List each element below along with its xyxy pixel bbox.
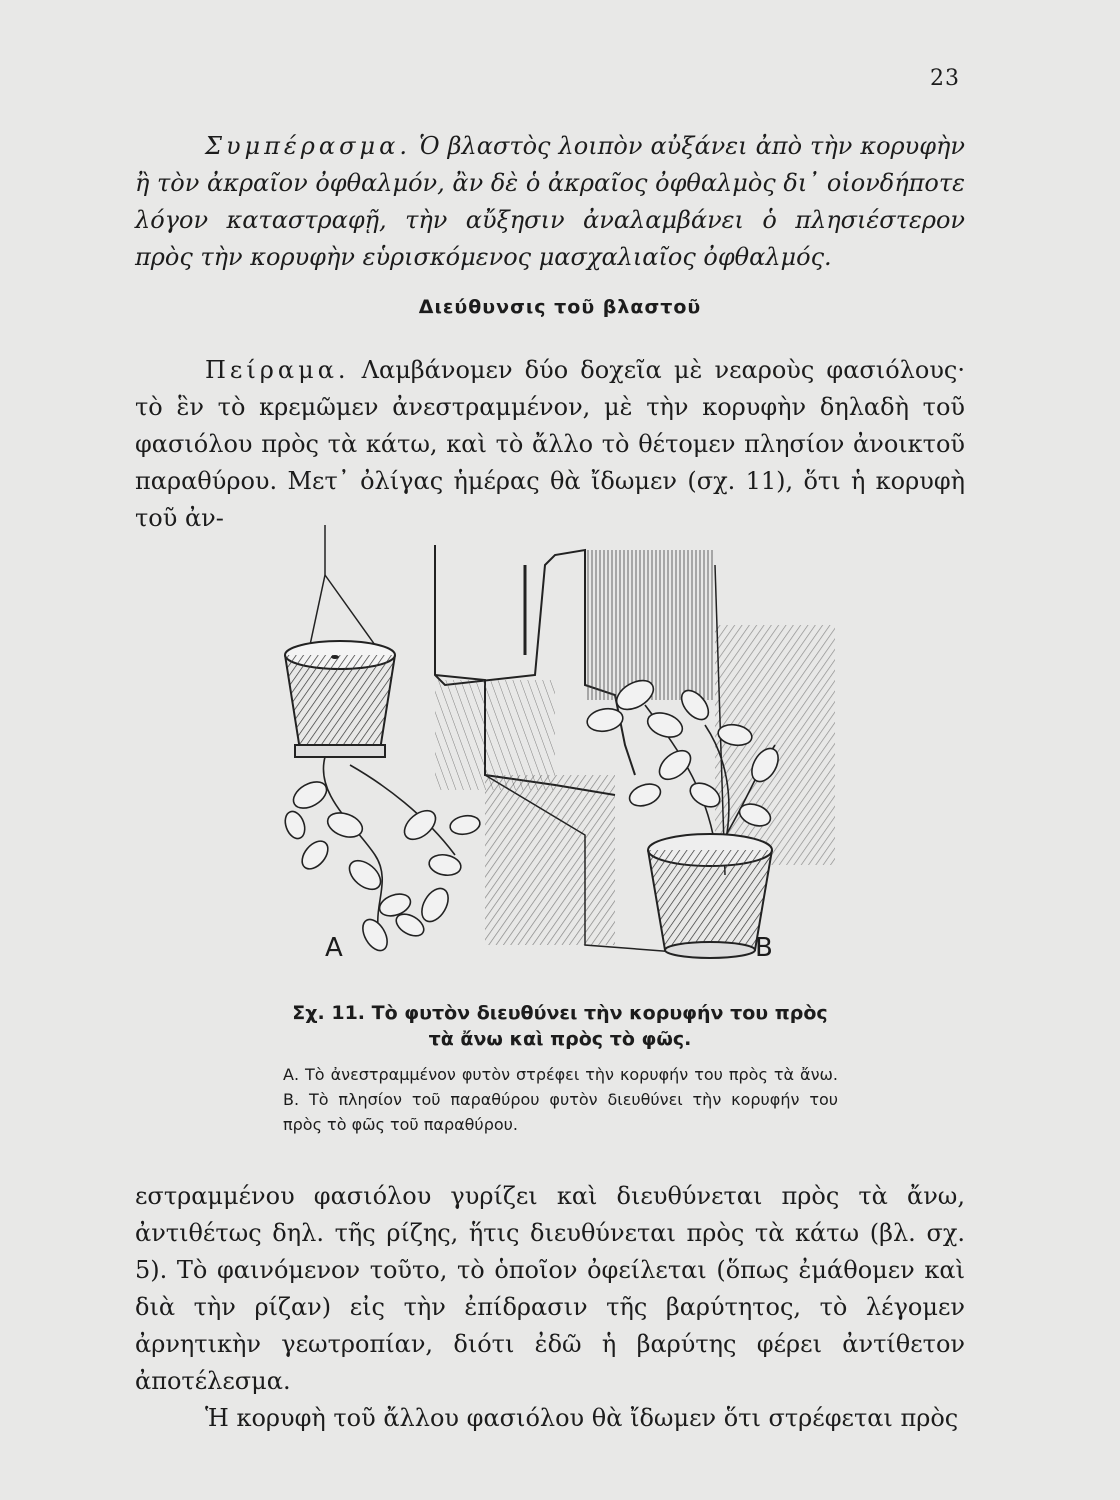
caption-body-text: Α. Τὸ ἀνεστραμμένον φυτὸν στρέφει τὴν κορυφήν του πρὸς τὰ ἄνω. Β. Τὸ πλησίον τοῦ παραθύρου φυτὸν διευθύνει τὴν κορυφήν του πρὸς τὸ φῶς τοῦ παραθύρου. bbox=[283, 1065, 838, 1134]
hanging-wires bbox=[310, 525, 375, 645]
page-number: 23 bbox=[930, 66, 960, 91]
caption-title-line-2: τὰ ἄνω καὶ πρὸς τὸ φῶς. bbox=[428, 1028, 692, 1050]
continuation-text bbox=[135, 1178, 965, 1437]
figure-label-b: B bbox=[755, 933, 773, 963]
section-heading: Διεύθυνσις τοῦ βλαστοῦ bbox=[418, 296, 702, 318]
continuation-paragraph-2: Ἡ κορυφὴ τοῦ ἄλλου φασιόλου θὰ ἴδωμεν ὅτι στρέφεται πρὸς bbox=[205, 1404, 959, 1432]
figure-label-a: A bbox=[325, 933, 343, 963]
figure-caption-title bbox=[255, 1000, 865, 1052]
continuation-paragraph-1: εστραμμένου φασιόλου γυρίζει καὶ διευθύνεται πρὸς τὰ ἄνω, ἀντιθέτως δηλ. τῆς ρίζης, ἥτις διευθύνεται πρὸς τὰ κάτω (βλ. σχ. 5). Τὸ φαινόμενον τοῦτο, τὸ ὁποῖον ὀφείλεται (ὅπως ἐμάθομεν καὶ διὰ τὴν ρίζαν) εἰς τὴν ἐπίδρασιν τῆς βαρύτητος, τὸ λέγομεν ἀρνητικὴν γεωτροπίαν, διότι ἐδῶ ἡ βαρύτης φέρει ἀντίθετον ἀποτέλεσμα. bbox=[135, 1182, 965, 1395]
pot-b bbox=[648, 834, 772, 958]
experiment-text: Λαμβάνομεν δύο δοχεῖα μὲ νεαροὺς φασιόλους· τὸ ἓν τὸ κρεμῶμεν ἀνεστραμμένον, μὲ τὴν κορυφὴν δηλαδὴ τοῦ φασιόλου πρὸς τὰ κάτω, καὶ τὸ ἄλλο τὸ θέτομεν πλησίον ἀνοικτοῦ παραθύρου. Μετ᾽ ὀλίγας ἡμέρας θὰ ἴδωμεν (σχ. 11), ὅτι ἡ κορυφὴ τοῦ ἀν- bbox=[135, 356, 965, 532]
caption-title-line-1: Σχ. 11. Τὸ φυτὸν διευθύνει τὴν κορυφήν του πρὸς bbox=[292, 1002, 828, 1024]
conclusion-paragraph bbox=[135, 128, 965, 276]
figure-11-illustration bbox=[255, 525, 865, 975]
plants-illustration bbox=[255, 525, 865, 975]
conclusion-label: Συμπέρασμα. bbox=[205, 132, 411, 160]
inverted-pot-a bbox=[285, 641, 395, 757]
experiment-paragraph bbox=[135, 352, 965, 537]
conclusion-text: Ὁ βλαστὸς λοιπὸν αὐξάνει ἀπὸ τὴν κορυφὴν ἢ τὸν ἀκραῖον ὀφθαλμόν, ἂν δὲ ὁ ἀκραῖος ὀφθαλμὸς δι᾽ οἱονδήποτε λόγον καταστραφῇ, τὴν αὔξησιν ἀναλαμβάνει ὁ πλησιέστερον πρὸς τὴν κορυφὴν εὑρισκόμενος μασχαλιαῖος ὀφθαλμός. bbox=[135, 132, 965, 271]
figure-caption-body bbox=[283, 1062, 838, 1137]
experiment-label: Πείραμα. bbox=[205, 356, 350, 384]
